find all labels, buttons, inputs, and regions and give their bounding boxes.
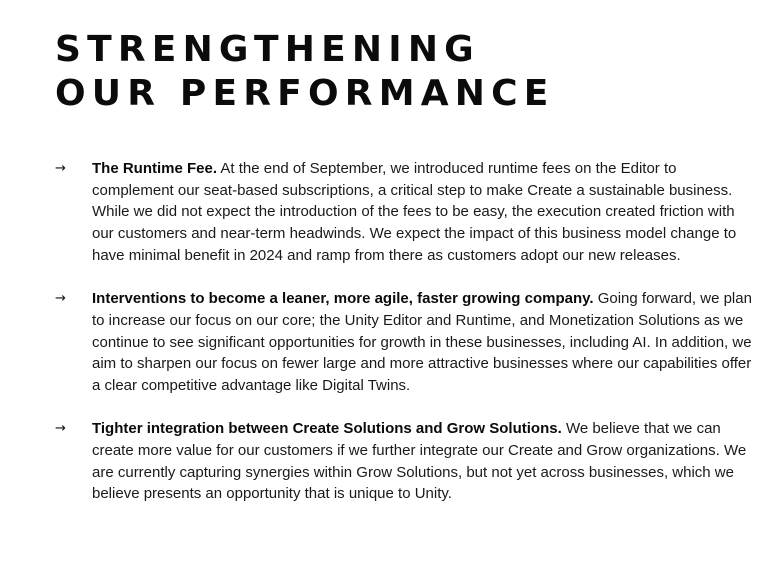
bullet-item-runtime-fee (55, 158, 755, 267)
right-arrow-icon: → (55, 291, 66, 307)
bullet-body: At the end of September, we introduced runtime fees on the Editor to complement our seat-based subscriptions, a critical step to make Create a sustainable business. While we did not expect the introduction of the fees to be easy, the execution created friction with our customers and near-term headwinds. We expect the impact of this business model change to have minimal benefit in 2024 and ramp from there as customers adopt our new releases. (92, 160, 737, 264)
bullet-list (55, 158, 755, 505)
bullet-item-integration (55, 418, 755, 505)
bullet-item-interventions (55, 288, 755, 397)
page-title-line-2: OUR PERFORMANCE (55, 73, 555, 114)
page-title-line-1: STRENGTHENING (55, 29, 480, 70)
bullet-lead: Tighter integration between Create Solutions and Grow Solutions. (92, 420, 562, 438)
bullet-lead: The Runtime Fee. (92, 160, 218, 177)
right-arrow-icon: → (55, 161, 66, 176)
page-title (55, 28, 555, 116)
bullet-body: We believe that we can create more value for our customers if we further integrate our Create and Grow organizations. We are currently capturing synergies within Grow Solutions, but not yet across businesses, which we believe presents an opportunity that is unique to Unity. (92, 420, 747, 503)
right-arrow-icon: → (55, 421, 66, 437)
bullet-lead: Interventions to become a leaner, more agile, faster growing company. (92, 290, 594, 308)
bullet-body: Going forward, we plan to increase our focus on our core; the Unity Editor and Runtime, and Monetization Solutions as we continue to see significant opportunities for growth in these businesses, including AI. In addition, we aim to sharpen our focus on fewer large and more attractive businesses where our capabilities offer a clear competitive advantage like Digital Twins. (92, 290, 752, 394)
